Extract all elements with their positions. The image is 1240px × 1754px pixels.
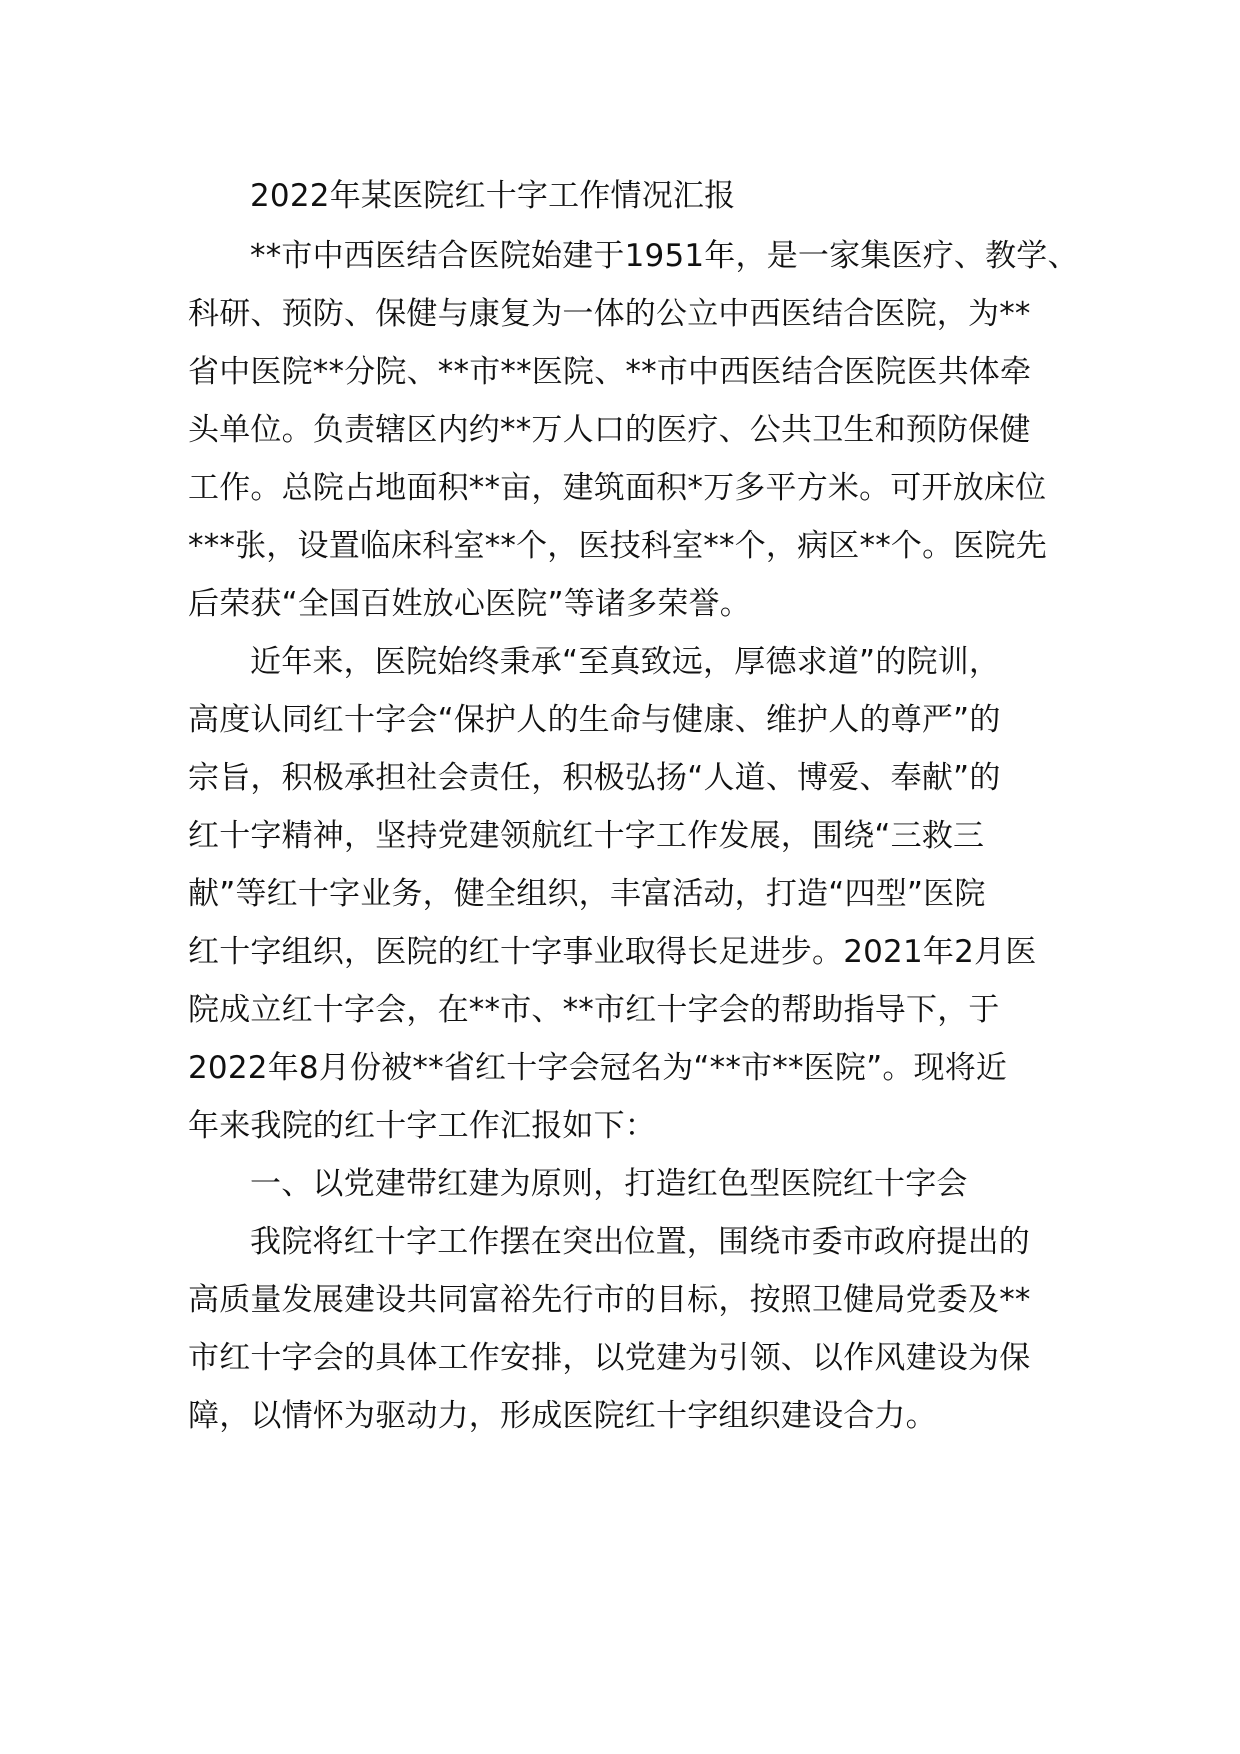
section-heading: 一、以党建带红建为原则，打造红色型医院红十字会 xyxy=(250,1166,968,1202)
paragraph-line: 科研、预防、保健与康复为一体的公立中西医结合医院，为** xyxy=(188,296,1031,332)
paragraph-line: 年来我院的红十字工作汇报如下： xyxy=(188,1108,656,1144)
paragraph-line: 红十字精神，坚持党建领航红十字工作发展，围绕“三救三 xyxy=(188,818,985,854)
paragraph-line: 宗旨，积极承担社会责任，积极弘扬“人道、博爱、奉献”的 xyxy=(188,760,1001,796)
paragraph-line: 障，以情怀为驱动力，形成医院红十字组织建设合力。 xyxy=(188,1398,937,1434)
paragraph-line: 高质量发展建设共同富裕先行市的目标，按照卫健局党委及** xyxy=(188,1282,1031,1318)
paragraph-line: 我院将红十字工作摆在突出位置，围绕市委市政府提出的 xyxy=(250,1224,1030,1260)
paragraph-line: ***张，设置临床科室**个，医技科室**个，病区**个。医院先 xyxy=(188,528,1047,564)
paragraph-line: **市中西医结合医院始建于1951年，是一家集医疗、教学、 xyxy=(250,238,1079,274)
document-title: 2022年某医院红十字工作情况汇报 xyxy=(250,178,736,214)
paragraph-line: 工作。总院占地面积**亩，建筑面积*万多平方米。可开放床位 xyxy=(188,470,1047,506)
paragraph-line: 省中医院**分院、**市**医院、**市中西医结合医院医共体牵 xyxy=(188,354,1032,390)
paragraph-line: 近年来，医院始终秉承“至真致远，厚德求道”的院训， xyxy=(250,644,1001,680)
paragraph-line: 市红十字会的具体工作安排，以党建为引领、以作风建设为保 xyxy=(188,1340,1031,1376)
paragraph-line: 后荣获“全国百姓放心医院”等诸多荣誉。 xyxy=(188,586,751,622)
paragraph-line: 院成立红十字会，在**市、**市红十字会的帮助指导下，于 xyxy=(188,992,1000,1028)
paragraph-line: 2022年8月份被**省红十字会冠名为“**市**医院”。现将近 xyxy=(188,1050,1008,1086)
paragraph-line: 头单位。负责辖区内约**万人口的医疗、公共卫生和预防保健 xyxy=(188,412,1031,448)
paragraph-line: 献”等红十字业务，健全组织，丰富活动，打造“四型”医院 xyxy=(188,876,986,912)
paragraph-line: 高度认同红十字会“保护人的生命与健康、维护人的尊严”的 xyxy=(188,702,1001,738)
paragraph-line: 红十字组织，医院的红十字事业取得长足进步。2021年2月医 xyxy=(188,934,1037,970)
